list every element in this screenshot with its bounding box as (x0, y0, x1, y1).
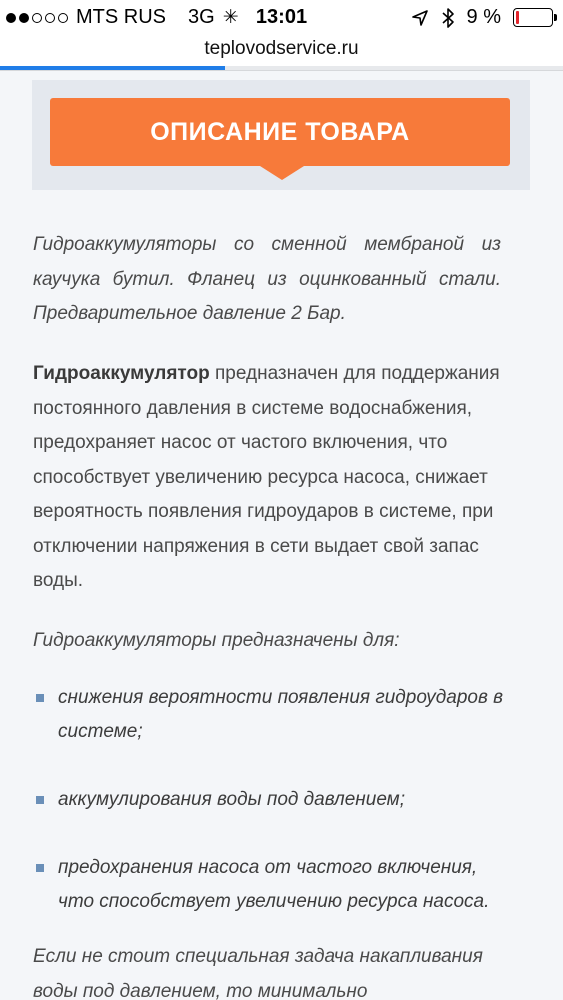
product-intro: Гидроаккумуляторы со сменной мембраной из каучука бутил. Фланец из оцинкованный стали. Предварительное давление 2 Бар. (33, 234, 501, 324)
list-item-text: предохранения насоса от частого включения, что способствует увеличению ресурса насоса. (58, 857, 490, 912)
description-term: Гидроаккумулятор (33, 363, 210, 384)
battery-percent: 9 % (466, 6, 501, 28)
list-item-text: аккумулирования воды под давлением; (58, 789, 405, 810)
caret-down-icon (260, 166, 304, 180)
carrier-name: MTS RUS (76, 6, 166, 28)
address-bar[interactable] (0, 36, 563, 70)
spinner-icon: ✳ (222, 7, 239, 28)
signal-strength-icon (6, 13, 68, 23)
battery-icon (513, 8, 553, 27)
status-right (411, 6, 553, 29)
description-tab-button[interactable] (50, 98, 510, 166)
address-bar-divider (0, 70, 563, 71)
bullet-icon (36, 796, 44, 804)
purpose-heading: Гидроаккумуляторы предназначены для: (33, 630, 400, 651)
purpose-list (36, 681, 506, 953)
list-item (36, 681, 506, 749)
url-text[interactable]: teplovodservice.ru (204, 38, 359, 59)
battery-level (516, 11, 519, 24)
description-body: предназначен для поддержания постоянного давления в системе водоснабжения, предохраняет насос от частого включения, что способствует увеличению ресурса насоса, снижает вероятность появления гидроударов в системе, при отключении напряжения в сети выдает свой запас воды. (33, 363, 500, 591)
product-description (33, 357, 501, 599)
status-bar (0, 0, 563, 36)
product-outro: Если не стоит специальная задача накапливания воды под давлением, то минимально (33, 946, 483, 1000)
list-item-text: снижения вероятности появления гидроударов в системе; (58, 687, 504, 742)
list-item (36, 851, 506, 919)
status-left (6, 6, 239, 29)
status-time: 13:01 (255, 6, 308, 28)
bluetooth-icon (441, 7, 455, 29)
location-arrow-icon (411, 9, 429, 27)
description-tab-label: ОПИСАНИЕ ТОВАРА (150, 117, 410, 146)
network-type: 3G (188, 6, 215, 28)
section-header (32, 80, 530, 190)
bullet-icon (36, 864, 44, 872)
bullet-icon (36, 694, 44, 702)
list-item (36, 783, 506, 817)
